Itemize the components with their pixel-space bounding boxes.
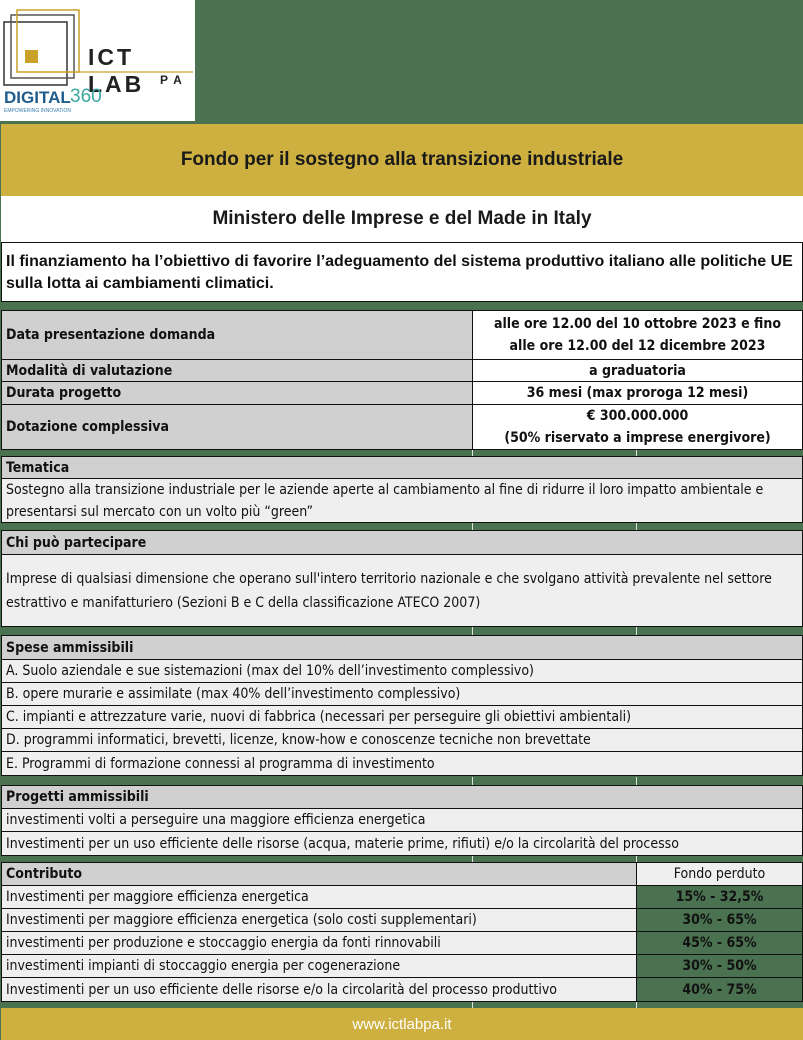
- info-label: Durata progetto: [1, 381, 473, 405]
- info-value: 36 mesi (max proroga 12 mesi): [472, 381, 803, 405]
- info-value: [472, 404, 803, 450]
- info-value-line: (50% riservato a imprese energivore): [504, 430, 771, 446]
- list-item: E. Programmi di formazione connessi al programma di investimento: [1, 751, 803, 776]
- table-row-label: Investimenti per maggiore efficienza energetica: [1, 885, 637, 909]
- table-row-value: 40% - 75%: [636, 977, 803, 1002]
- list-item: C. impianti e attrezzature varie, nuovi di fabbrica (necessari per perseguire gli obiettivi ambientali): [1, 705, 803, 729]
- description: Il finanziamento ha l’obiettivo di favorire l’adeguamento del sistema produttivo italiano alle politiche UE sulla lotta ai cambiamenti climatici.: [1, 242, 803, 302]
- chi-text: Imprese di qualsiasi dimensione che operano sull'intero territorio nazionale e che svolgano attività prevalente nel settore estrattivo e manifatturiero (Sezioni B e C della classificazione ATECO 2007): [1, 554, 803, 627]
- section-header-spese: Spese ammissibili: [1, 635, 803, 660]
- section-header-progetti: Progetti ammissibili: [1, 785, 803, 809]
- info-value-line: € 300.000.000: [586, 408, 689, 424]
- list-item: Investimenti per un uso efficiente delle risorse (acqua, materie prime, rifiuti) e/o la circolarità del processo: [1, 831, 803, 856]
- list-item: B. opere murarie e assimilate (max 40% dell’investimento complessivo): [1, 682, 803, 706]
- info-value: a graduatoria: [472, 359, 803, 382]
- table-row-value: 30% - 65%: [636, 908, 803, 932]
- partner-name: DIGITAL: [4, 88, 71, 107]
- list-item: investimenti volti a perseguire una maggiore efficienza energetica: [1, 808, 803, 832]
- table-row-label: Investimenti per maggiore efficienza energetica (solo costi supplementari): [1, 908, 637, 932]
- brand-name: ICT LAB: [88, 44, 145, 97]
- divider: [636, 777, 637, 785]
- section-header-contributo: Contributo: [1, 862, 637, 886]
- partner-number: 360: [70, 86, 102, 107]
- brand-sub: PA: [160, 73, 188, 87]
- divider: [472, 627, 473, 635]
- ministry-name: Ministero delle Imprese e del Made in Italy: [1, 196, 803, 242]
- partner-tagline: EMPOWERING INNOVATION: [4, 108, 72, 114]
- footer-website[interactable]: www.ictlabpa.it: [1, 1008, 803, 1040]
- table-row-label: investimenti per produzione e stoccaggio energia da fonti rinnovabili: [1, 931, 637, 955]
- table-row-label: investimenti impianti di stoccaggio energia per cogenerazione: [1, 954, 637, 978]
- section-header-tematica: Tematica: [1, 456, 803, 479]
- info-value-line: alle ore 12.00 del 12 dicembre 2023: [509, 338, 766, 354]
- table-row-value: 45% - 65%: [636, 931, 803, 955]
- divider: [636, 627, 637, 635]
- column-header-fondo-perduto: Fondo perduto: [636, 862, 803, 886]
- list-item: D. programmi informatici, brevetti, licenze, know-how e conoscenze tecniche non brevettate: [1, 728, 803, 752]
- logo: [0, 0, 195, 121]
- table-row-value: 30% - 50%: [636, 954, 803, 978]
- info-label: Modalità di valutazione: [1, 359, 473, 382]
- info-value-line: alle ore 12.00 del 10 ottobre 2023 e fino: [493, 316, 782, 332]
- page-title: Fondo per il sostegno alla transizione industriale: [1, 124, 803, 196]
- list-item: A. Suolo aziendale e sue sistemazioni (max del 10% dell’investimento complessivo): [1, 659, 803, 683]
- table-row-value: 15% - 32,5%: [636, 885, 803, 909]
- table-row-label: Investimenti per un uso efficiente delle risorse e/o la circolarità del processo produttivo: [1, 977, 637, 1002]
- info-value: [472, 310, 803, 360]
- tematica-text: Sostegno alla transizione industriale per le aziende aperte al cambiamento al fine di ridurre il loro impatto ambientale e presentarsi sul mercato con un volto più “green”: [1, 478, 803, 523]
- divider: [472, 777, 473, 785]
- info-label: Dotazione complessiva: [1, 404, 473, 450]
- info-label: Data presentazione domanda: [1, 310, 473, 360]
- section-header-chi: Chi può partecipare: [1, 530, 803, 555]
